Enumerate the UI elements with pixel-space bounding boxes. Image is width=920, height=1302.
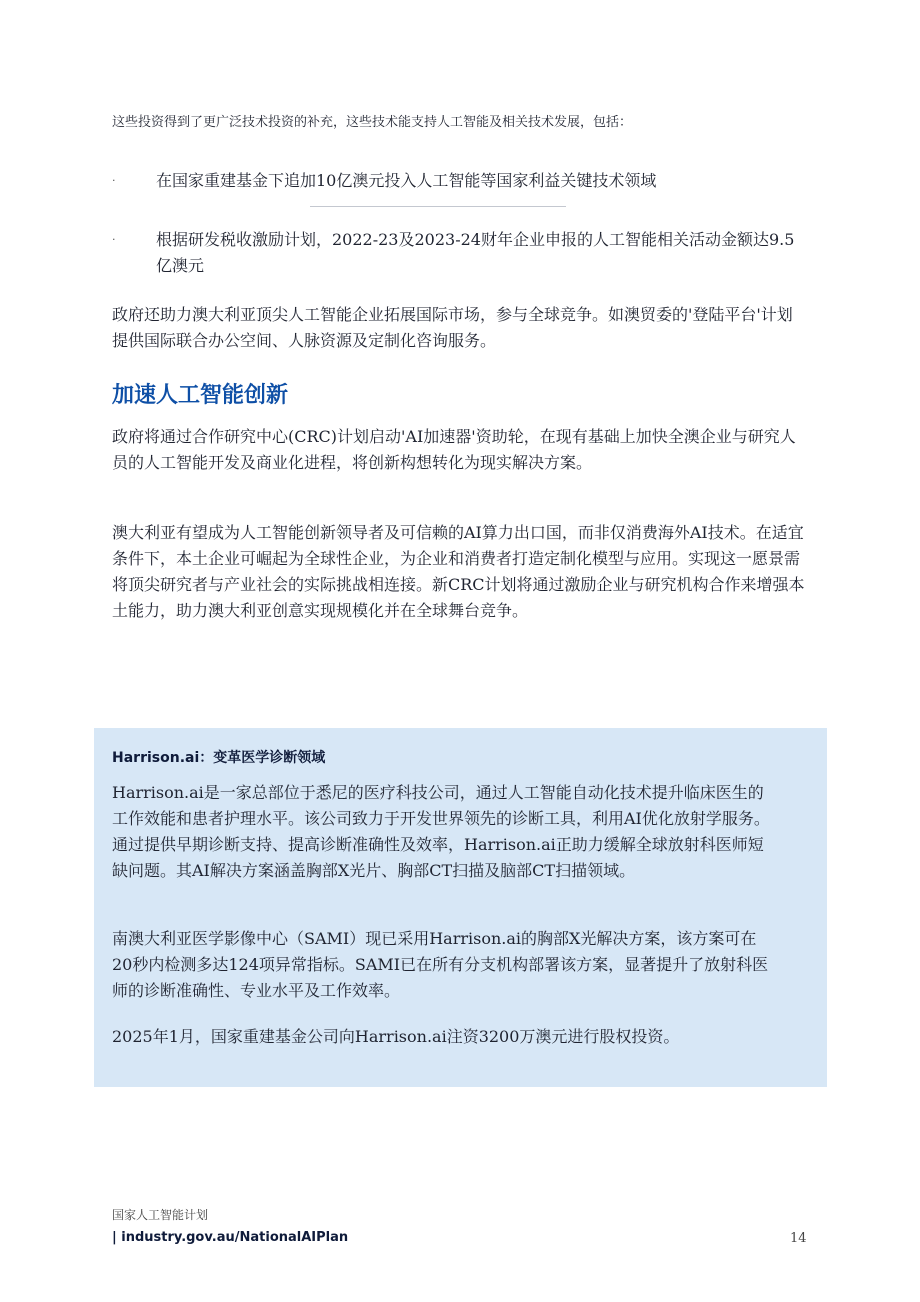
case-study-paragraph: 南澳大利亚医学影像中心（SAMI）现已采用Harrison.ai的胸部X光解决方案，该方案可在20秒内检测多达124项异常指标。SAMI已在所有分支机构部署该方案，显著提升了放射科医师的诊断准确性、专业水平及工作效率。 bbox=[112, 929, 769, 1000]
intro-text: 这些投资得到了更广泛技术投资的补充，这些技术能支持人工智能及相关技术发展，包括： bbox=[112, 115, 633, 130]
case-study-box bbox=[94, 728, 827, 1087]
case-study-title: Harrison.ai：变革医学诊断领域 bbox=[112, 750, 326, 766]
paragraph-global-markets: 政府还助力澳大利亚顶尖人工智能企业拓展国际市场，参与全球竞争。如澳贸委的'登陆平台'计划提供国际联合办公空间、人脉资源及定制化咨询服务。 bbox=[112, 305, 793, 350]
bullet-marker: · bbox=[112, 174, 116, 187]
paragraph-crc-program: 政府将通过合作研究中心(CRC)计划启动'AI加速器'资助轮，在现有基础上加快全澳企业与研究人员的人工智能开发及商业化进程，将创新构想转化为现实解决方案。 bbox=[112, 427, 796, 472]
case-study-paragraph: Harrison.ai是一家总部位于悉尼的医疗科技公司，通过人工智能自动化技术提升临床医生的工作效能和患者护理水平。该公司致力于开发世界领先的诊断工具，利用AI优化放射学服务。通过提供早期诊断支持、提高诊断准确性及效率，Harrison.ai正助力缓解全球放射科医师短缺问题。其AI解决方案涵盖胸部X光片、胸部CT扫描及脑部CT扫描领域。 bbox=[112, 783, 770, 880]
footer-url-link[interactable]: | industry.gov.au/NationalAIPlan bbox=[112, 1230, 349, 1245]
section-heading: 加速人工智能创新 bbox=[112, 383, 289, 408]
footer-doc-title: 国家人工智能计划 bbox=[112, 1208, 209, 1222]
case-study-paragraph: 2025年1月，国家重建基金公司向Harrison.ai注资3200万澳元进行股权投资。 bbox=[112, 1027, 680, 1046]
paragraph-ai-leadership: 澳大利亚有望成为人工智能创新领导者及可信赖的AI算力出口国，而非仅消费海外AI技术。在适宜条件下，本土企业可崛起为全球性企业，为企业和消费者打造定制化模型与应用。实现这一愿景需将顶尖研究者与产业社会的实际挑战相连接。新CRC计划将通过激励企业与研究机构合作来增强本土能力，助力澳大利亚创意实现规模化并在全球舞台竞争。 bbox=[112, 523, 805, 620]
page-number: 14 bbox=[790, 1231, 807, 1246]
bullet-text: 根据研发税收激励计划，2022-23及2023-24财年企业申报的人工智能相关活动金额达9.5亿澳元 bbox=[156, 230, 795, 275]
bullet-marker: · bbox=[112, 233, 116, 246]
divider bbox=[310, 206, 566, 207]
bullet-text: 在国家重建基金下追加10亿澳元投入人工智能等国家利益关键技术领域 bbox=[156, 171, 657, 190]
